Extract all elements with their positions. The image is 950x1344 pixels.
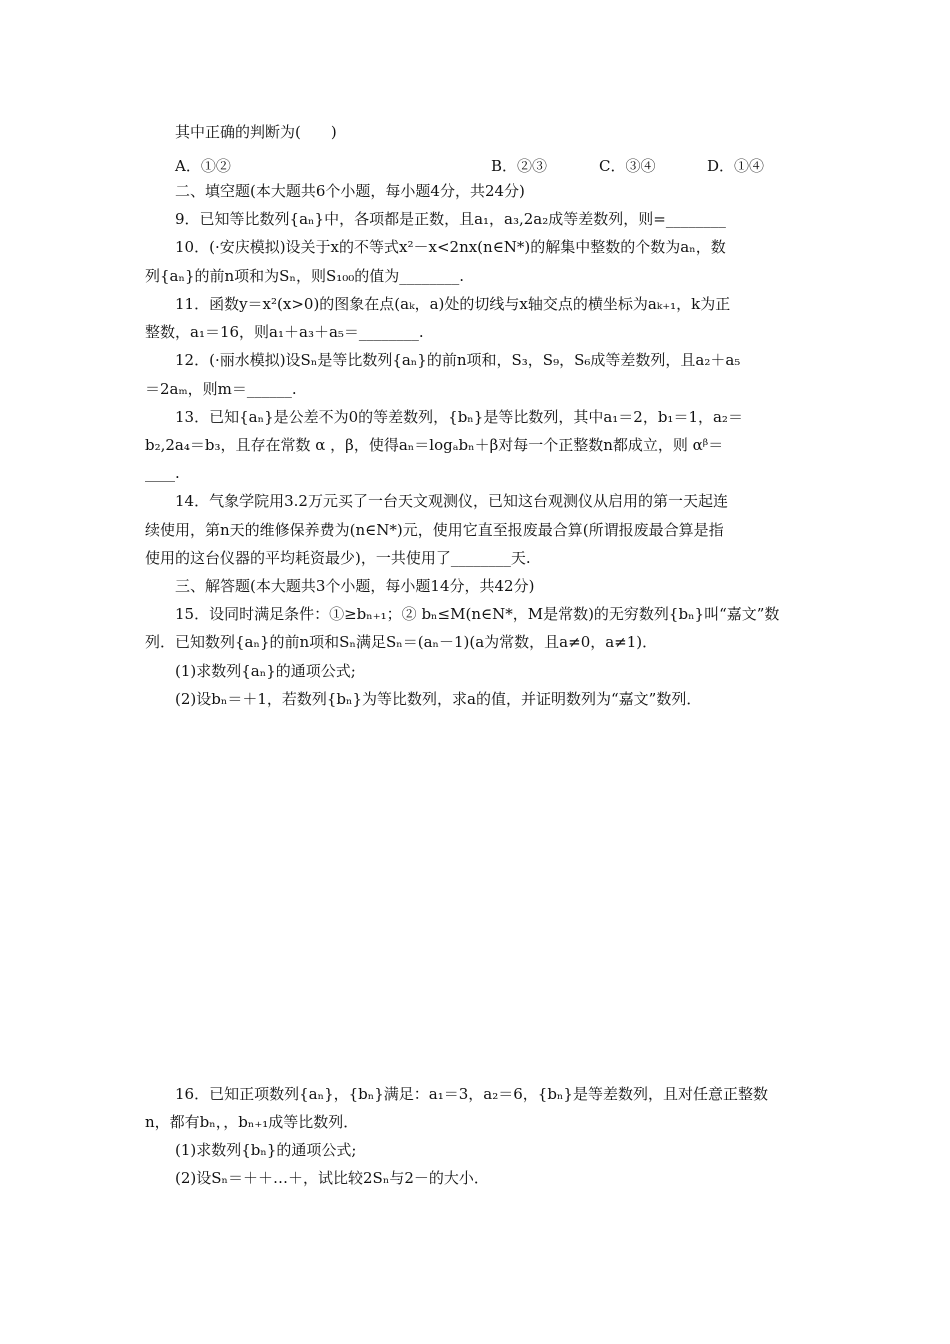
question-10-line-2: 列{aₙ}的前n项和为Sₙ，则S₁₀₀的值为________. — [145, 267, 465, 285]
question-9: 9．已知等比数列{aₙ}中，各项都是正数，且a₁，a₃,2a₂成等差数列，则=________ — [175, 210, 726, 228]
question-10-line-1: 10．(·安庆模拟)设关于x的不等式x²－x<2nx(n∈N*)的解集中整数的个数为aₙ，数 — [175, 238, 726, 256]
question-12-line-1: 12．(·丽水模拟)设Sₙ是等比数列{aₙ}的前n项和，S₃，S₉，S₆成等差数列，且a₂＋a₅ — [175, 351, 741, 369]
question-14-line-1: 14．气象学院用3.2万元买了一台天文观测仪，已知这台观测仪从启用的第一天起连 — [175, 492, 728, 510]
question-13-line-1: 13．已知{aₙ}是公差不为0的等差数列，{bₙ}是等比数列，其中a₁＝2，b₁＝1，a₂＝ — [175, 408, 743, 426]
question-16-part-2: (2)设Sₙ＝＋＋…＋，试比较2Sₙ与2－的大小． — [175, 1169, 489, 1187]
question-11-line-1: 11．函数y＝x²(x>0)的图象在点(aₖ，a)处的切线与x轴交点的横坐标为aₖ₊₁，k为正 — [175, 295, 731, 313]
question-15-line-2: 列．已知数列{aₙ}的前n项和Sₙ满足Sₙ＝(aₙ－1)(a为常数，且a≠0，a≠1)． — [145, 633, 658, 651]
section-heading-solutions: 三、解答题(本大题共3个小题，每小题14分，共42分) — [175, 577, 535, 595]
question-8-prompt: 其中正确的判断为( ) — [175, 123, 337, 141]
option-d: D．①④ — [707, 157, 765, 175]
section-heading-fill-in: 二、填空题(本大题共6个小题，每小题4分，共24分) — [175, 182, 525, 200]
question-13-line-2: b₂,2a₄＝b₃，且存在常数 α ，β，使得aₙ＝logₐbₙ＋β对每一个正整数n都成立，则 αᵝ＝ — [145, 436, 724, 454]
question-15-part-2: (2)设bₙ＝＋1，若数列{bₙ}为等比数列，求a的值，并证明数列为“嘉文”数列． — [175, 690, 702, 708]
option-b: B．②③ — [491, 157, 548, 175]
question-16-line-2: n，都有bₙ，，bₙ₊₁成等比数列． — [145, 1113, 359, 1131]
question-12-line-2: ＝2aₘ，则m＝______. — [145, 380, 297, 398]
question-14-line-3: 使用的这台仪器的平均耗资最少)，一共使用了________天. — [145, 549, 531, 567]
question-8-options — [175, 156, 815, 176]
question-11-line-2: 整数，a₁＝16，则a₁＋a₃＋a₅＝________. — [145, 323, 424, 341]
question-15-line-1: 15．设同时满足条件：①≥bₙ₊₁；② bₙ≤M(n∈N*，M是常数)的无穷数列{bₙ}叫“嘉文”数 — [175, 605, 780, 623]
question-16-line-1: 16．已知正项数列{aₙ}，{bₙ}满足：a₁＝3，a₂＝6，{bₙ}是等差数列，且对任意正整数 — [175, 1085, 768, 1103]
question-16-part-1: (1)求数列{bₙ}的通项公式; — [175, 1141, 357, 1159]
question-15-part-1: (1)求数列{aₙ}的通项公式; — [175, 662, 356, 680]
option-c: C．③④ — [599, 157, 656, 175]
question-13-line-3: ____. — [145, 464, 180, 482]
option-a: A．①② — [175, 157, 231, 175]
question-14-line-2: 续使用，第n天的维修保养费为(n∈N*)元，使用它直至报废最合算(所谓报废最合算是指 — [145, 521, 724, 539]
